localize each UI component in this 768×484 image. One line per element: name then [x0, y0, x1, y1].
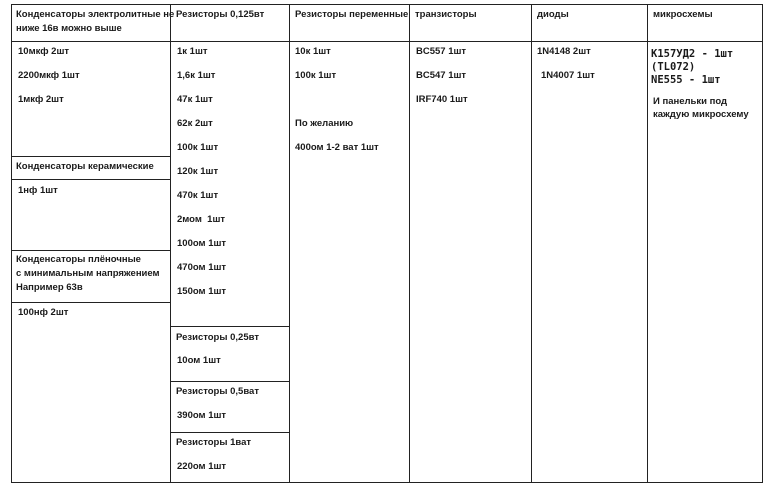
table-right-border	[762, 4, 763, 483]
header-row-divider	[11, 41, 763, 42]
header-electrolytic-line1: Конденсаторы электролитные не	[16, 9, 175, 20]
resistor-item: 2мом 1шт	[177, 214, 226, 225]
film-item: 100нф 2шт	[18, 307, 69, 318]
col1-film-header-divider	[11, 302, 170, 303]
table-top-border	[11, 4, 763, 5]
diode-item: 1N4007 1шт	[541, 70, 595, 81]
electrolytic-item: 10мкф 2шт	[18, 46, 70, 57]
socket-note-line1: И панельки под	[653, 96, 728, 107]
resistor-item: 470ом 1шт	[177, 262, 227, 273]
header-diodes: диоды	[537, 9, 569, 20]
header-resistors-variable: Резисторы переменные	[295, 9, 409, 20]
col1-film-divider	[11, 250, 170, 251]
resistor-item: 100ом 1шт	[177, 238, 227, 249]
socket-note-line2: каждую микросхему	[653, 109, 749, 120]
resistor-item: 1,6к 1шт	[177, 70, 216, 81]
film-header-line2: с минимальным напряжением	[16, 268, 160, 279]
resistor-item: 47к 1шт	[177, 94, 213, 105]
diode-item: 1N4148 2шт	[537, 46, 591, 57]
header-resistors-0125: Резисторы 0,125вт	[176, 9, 265, 20]
r05-item: 390ом 1шт	[177, 410, 227, 421]
electrolytic-item: 2200мкф 1шт	[18, 70, 80, 81]
header-electrolytic-line2: ниже 16в можно выше	[16, 23, 122, 34]
r1-header: Резисторы 1ват	[176, 437, 252, 448]
ceramic-header: Конденсаторы керамические	[16, 161, 154, 172]
optional-item: 400ом 1-2 ват 1шт	[295, 142, 379, 153]
ceramic-item: 1нф 1шт	[18, 185, 58, 196]
resistor-item: 150ом 1шт	[177, 286, 227, 297]
transistor-item: IRF740 1шт	[416, 94, 468, 105]
resistor-item: 100к 1шт	[177, 142, 219, 153]
col1-ceramic-divider	[11, 156, 170, 157]
col2-r025-divider	[170, 326, 289, 327]
electrolytic-item: 1мкф 2шт	[18, 94, 64, 105]
resistor-item: 470к 1шт	[177, 190, 219, 201]
header-transistors: транзисторы	[415, 9, 477, 20]
transistor-item: BC557 1шт	[416, 46, 467, 57]
table-bottom-border	[11, 482, 763, 483]
r1-item: 220ом 1шт	[177, 461, 227, 472]
col2-r05-divider	[170, 381, 289, 382]
r025-item: 10ом 1шт	[177, 355, 221, 366]
resistor-item: 120к 1шт	[177, 166, 219, 177]
header-microchips: микросхемы	[653, 9, 713, 20]
table-left-border	[11, 4, 12, 483]
chip-item: К157УД2 - 1шт	[651, 48, 734, 60]
resistor-item: 1к 1шт	[177, 46, 208, 57]
chip-item: NE555 - 1шт	[651, 74, 721, 86]
col1-ceramic-header-divider	[11, 179, 170, 180]
col-divider-5	[647, 4, 648, 483]
variable-resistor-item: 100к 1шт	[295, 70, 337, 81]
col-divider-1	[170, 4, 171, 483]
film-header-line3: Например 63в	[16, 282, 83, 293]
transistor-item: BC547 1шт	[416, 70, 467, 81]
variable-resistor-item: 10к 1шт	[295, 46, 331, 57]
col-divider-4	[531, 4, 532, 483]
film-header-line1: Конденсаторы плёночные	[16, 254, 141, 265]
r05-header: Резисторы 0,5ват	[176, 386, 259, 397]
chip-note: (TL072)	[651, 61, 696, 73]
col-divider-3	[409, 4, 410, 483]
col2-r1-divider	[170, 432, 289, 433]
col-divider-2	[289, 4, 290, 483]
resistor-item: 62к 2шт	[177, 118, 213, 129]
r025-header: Резисторы 0,25вт	[176, 332, 259, 343]
optional-label: По желанию	[295, 118, 354, 129]
